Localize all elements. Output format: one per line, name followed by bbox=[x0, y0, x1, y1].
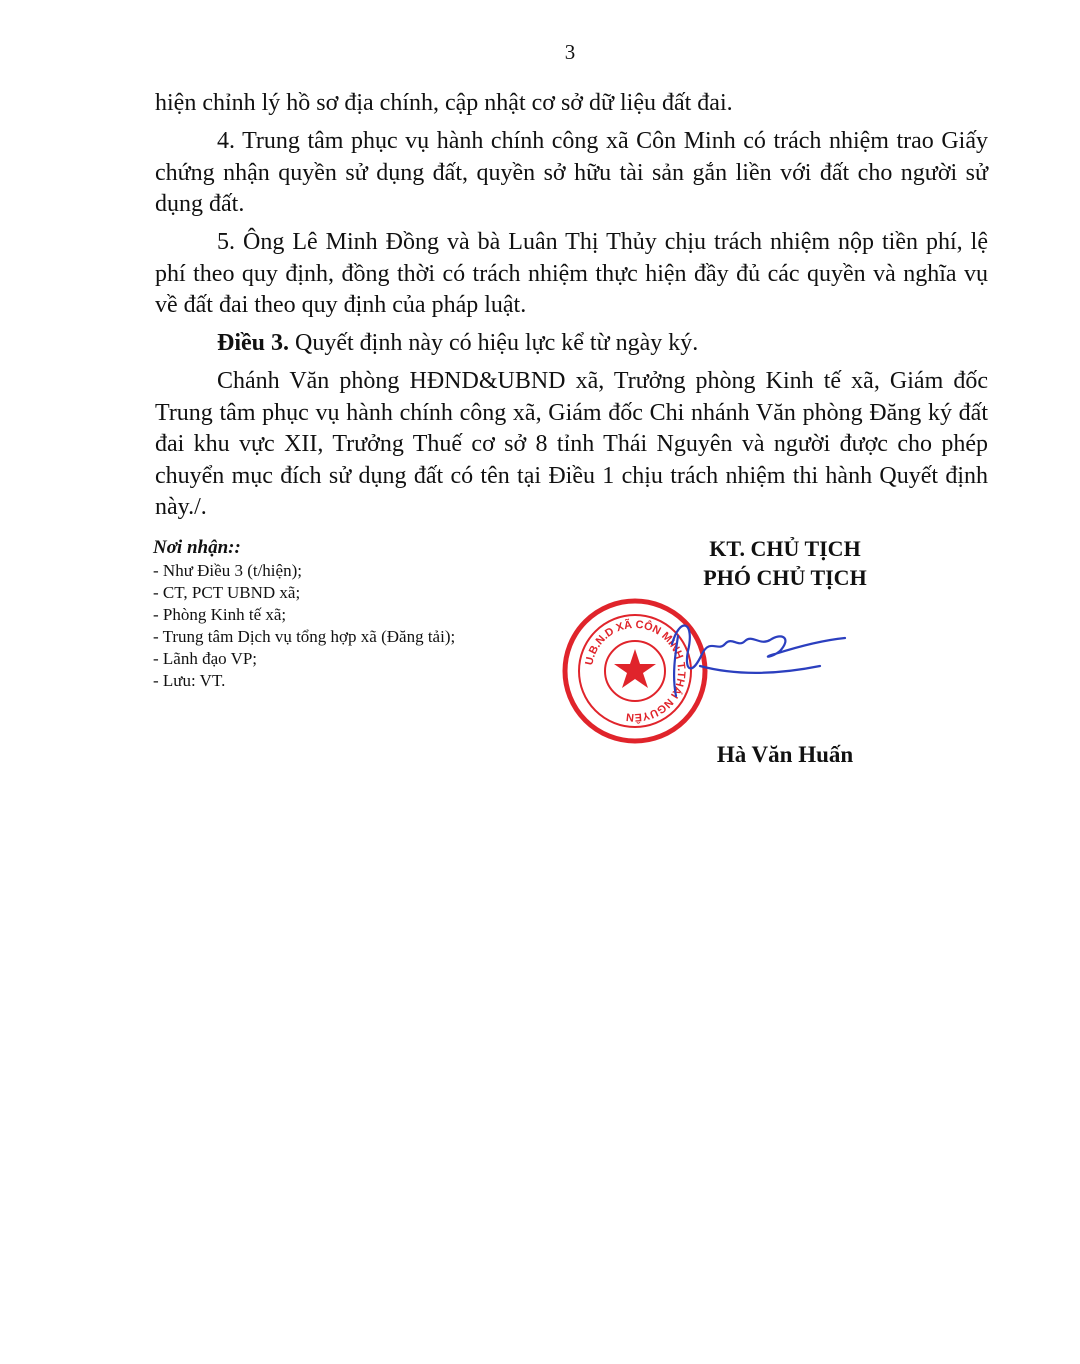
seal-text: U.B.N.D XÃ CÔN MINH T.THÁI NGUYÊN bbox=[583, 618, 688, 724]
paragraph-item-5: 5. Ông Lê Minh Đồng và bà Luân Thị Thủy chịu trách nhiệm nộp tiền phí, lệ phí theo quy định, đồng thời có trách nhiệm thực hiện đầy đủ các quyền và nghĩa vụ về đất đai theo quy định của pháp luật. bbox=[155, 229, 988, 318]
recipient-item: - Lãnh đạo VP; bbox=[153, 649, 258, 668]
signature-line-1: KT. CHỦ TỊCH bbox=[709, 536, 861, 561]
signature-line-2: PHÓ CHỦ TỊCH bbox=[703, 565, 867, 590]
article-3 bbox=[155, 328, 988, 360]
signer-name: Hà Văn Huấn bbox=[716, 742, 854, 767]
recipients-block bbox=[153, 536, 573, 692]
recipient-item: - CT, PCT UBND xã; bbox=[153, 583, 301, 602]
document-body bbox=[155, 88, 988, 530]
recipient-item: - Trung tâm Dịch vụ tổng hợp xã (Đăng tải); bbox=[153, 627, 456, 646]
recipient-item: - Phòng Kinh tế xã; bbox=[153, 605, 287, 624]
recipients-list bbox=[153, 560, 573, 692]
seal-and-signature bbox=[560, 596, 860, 746]
recipient-item: - Lưu: VT. bbox=[153, 671, 226, 690]
recipients-title: Nơi nhận:: bbox=[153, 537, 241, 558]
article-3-label: Điều 3. bbox=[217, 330, 289, 356]
article-3-text: Quyết định này có hiệu lực kể từ ngày ký. bbox=[289, 330, 699, 356]
paragraph-item-4: 4. Trung tâm phục vụ hành chính công xã Côn Minh có trách nhiệm trao Giấy chứng nhận quyền sử dụng đất, quyền sở hữu tài sản gắn liền với đất cho người sử dụng đất. bbox=[155, 128, 988, 217]
paragraph-implementation: Chánh Văn phòng HĐND&UBND xã, Trưởng phòng Kinh tế xã, Giám đốc Trung tâm phục vụ hành chính công xã, Giám đốc Chi nhánh Văn phòng Đăng ký đất đai khu vực XII, Trưởng Thuế cơ sở 8 tỉnh Thái Nguyên và người được cho phép chuyển mục đích sử dụng đất có tên tại Điều 1 chịu trách nhiệm thi hành Quyết định này./. bbox=[155, 368, 988, 520]
emblem-star-icon bbox=[614, 649, 656, 688]
official-seal-icon bbox=[560, 596, 860, 746]
signature-title-block bbox=[630, 534, 940, 592]
paragraph-continuation: hiện chỉnh lý hồ sơ địa chính, cập nhật cơ sở dữ liệu đất đai. bbox=[155, 90, 733, 116]
recipient-item: - Như Điều 3 (t/hiện); bbox=[153, 561, 302, 580]
page-number: 3 bbox=[564, 40, 576, 64]
